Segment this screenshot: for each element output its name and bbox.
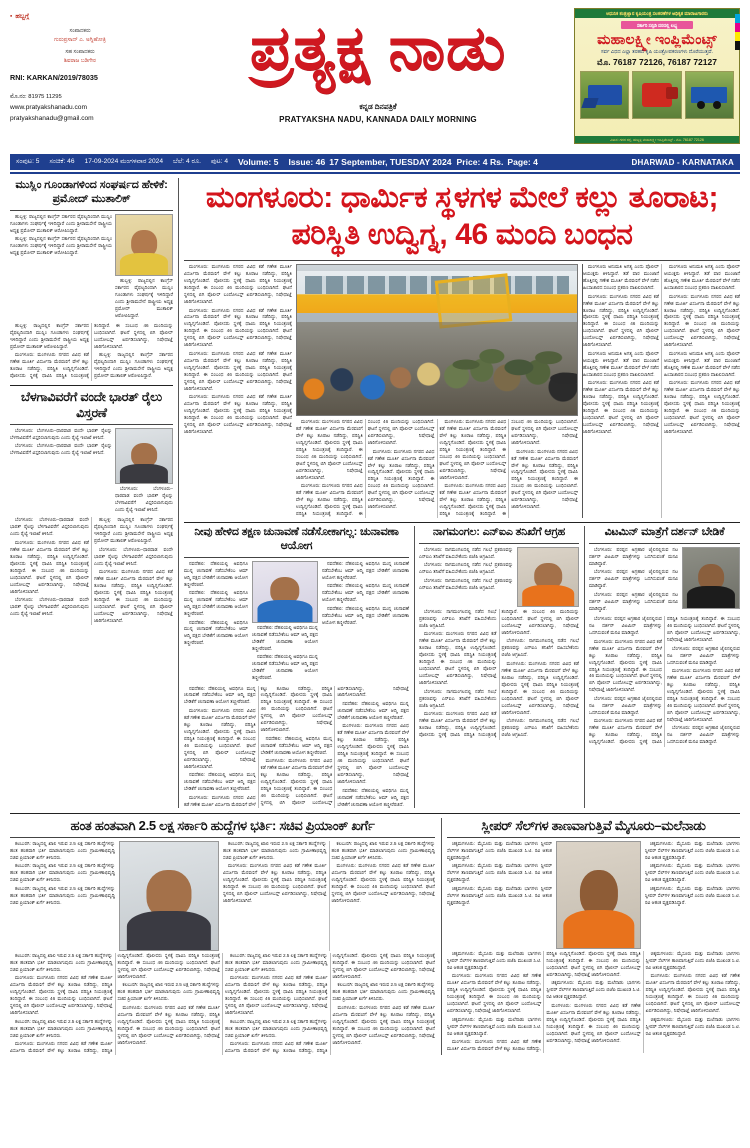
paragraph: ಕಲಬುರಗಿ: ರಾಜ್ಯದಲ್ಲಿ ಖಾಲಿ ಇರುವ 2.5 ಲಕ್ಷ ಸರ್ಕಾರಿ ಹುದ್ದೆಗಳನ್ನು ಹಂತ ಹಂತವಾಗಿ ಭರ್ತಿ ಮಾಡಲಾಗುವುದು ಎಂದು ಗ್ರಾಮೀಣಾಭಿವೃದ್ಧಿ ಸಚಿವ ಪ್ರಿಯಾಂಕ್ ಖರ್ಗೆ ತಿಳಿಸಿದರು. [10, 953, 113, 972]
ad-top-band-text: ಆಧುನಿಕ ತಂತ್ರಜ್ಞಾನ ಕೃಷಿಯಂತ್ರ ಸಲಕರಣೆಗಳ ಅಧಿಕೃತ ಮಾರಾಟಗಾರರು [575, 9, 739, 18]
bjp-leader-photo [517, 547, 579, 607]
publication-place: DHARWAD - KARNATAKA [631, 157, 734, 167]
masthead-center [182, 0, 574, 124]
paragraph: ನವದೆಹಲಿ: ದೆಹಲಿಯಲ್ಲಿ ಅವಧಿಗೂ ಮುನ್ನ ಚುನಾವಣೆ ನಡೆಸಬೇಕೆಂಬ ಆಮ್ ಆದ್ಮಿ ಪಕ್ಷದ ಬೇಡಿಕೆಗೆ ಚುನಾವಣಾ ಆಯೋಗ ತಣ್ಣೀರೆರಚಿದೆ. [184, 590, 248, 617]
paragraph: ಬೆಂಗಳೂರು: ಬೆಂಗಳೂರು–ಧಾರವಾಡ ವಂದೇ ಭಾರತ್ ರೈಲನ್ನು ಬೆಳಗಾವಿವರೆಗೆ ವಿಸ್ತರಿಸಲಾಗುವುದು ಎಂದು ರೈಲ್ವೆ ಇಲಾಖೆ ತಿಳಿಸಿದೆ. [10, 427, 112, 440]
lead-body-under-photo [296, 419, 578, 518]
divider [419, 543, 579, 544]
paragraph: ಮಂಗಳೂರು: ಮಂಗಳೂರು ನಗರದ ವಿವಿಧ ಕಡೆ ಗಣೇಶ ಮೂರ್ತಿ ವಿಸರ್ಜನಾ ಮೆರವಣಿಗೆ ವೇಳೆ ಕಲ್ಲು ತೂರಾಟ ನಡೆದಿದ್ದು, ಪರಿಸ್ಥಿತಿ ಉದ್ವಿಗ್ನಗೊಂಡಿದೆ. ಪೊಲೀಸರು ಸ್ಥಳಕ್ಕೆ ಧಾವಿಸಿ ಪರಿಸ್ಥಿತಿ ನಿಯಂತ್ರಣಕ್ಕೆ ತಂದಿದ್ದಾರೆ. ಈ ಸಂಬಂಧ 46 ಮಂದಿಯನ್ನು ಬಂಧಿಸಲಾಗಿದೆ. ಘಟನೆ ಸ್ಥಳದಲ್ಲಿ ಬಿಗಿ ಪೊಲೀಸ್ ಬಂದೋಬಸ್ತ್ ಏರ್ಪಡಿಸಲಾಗಿದ್ದು, ನಿಷೇಧಾಜ್ಞೆ ಜಾರಿಗೊಳಿಸಲಾಗಿದೆ. [225, 975, 328, 1016]
masthead-advertisement[interactable] [574, 8, 740, 144]
paragraph: ಮಂಗಳೂರು: ಮಂಗಳೂರು ನಗರದ ವಿವಿಧ ಕಡೆ ಗಣೇಶ ಮೂರ್ತಿ ವಿಸರ್ಜನಾ ಮೆರವಣಿಗೆ ವೇಳೆ ಕಲ್ಲು ತೂರಾಟ ನಡೆದಿದ್ದು, ಪರಿಸ್ಥಿತಿ ಉದ್ವಿಗ್ನಗೊಂಡಿದೆ. ಪೊಲೀಸರು ಸ್ಥಳಕ್ಕೆ ಧಾವಿಸಿ ಪರಿಸ್ಥಿತಿ ನಿಯಂತ್ರಣಕ್ಕೆ ತಂದಿದ್ದಾರೆ. ಈ ಸಂಬಂಧ 46 ಮಂದಿಯನ್ನು ಬಂಧಿಸಲಾಗಿದೆ. ಘಟನೆ ಸ್ಥಳದಲ್ಲಿ ಬಿಗಿ ಪೊಲೀಸ್ ಬಂದೋಬಸ್ತ್ ಏರ್ಪಡಿಸಲಾಗಿದ್ದು, ನಿಷೇಧಾಜ್ಞೆ ಜಾರಿಗೊಳಿಸಲಾಗಿದೆ. [447, 973, 542, 1014]
paragraph: ಮಂಗಳೂರು: ಮಂಗಳೂರು ನಗರದ ವಿವಿಧ ಕಡೆ ಗಣೇಶ ಮೂರ್ತಿ ವಿಸರ್ಜನಾ ಮೆರವಣಿಗೆ ವೇಳೆ ಕಲ್ಲು ತೂರಾಟ ನಡೆದಿದ್ದು, ಪರಿಸ್ಥಿತಿ ಉದ್ವಿಗ್ನಗೊಂಡಿದೆ. ಪೊಲೀಸರು ಸ್ಥಳಕ್ಕೆ ಧಾವಿಸಿ ಪರಿಸ್ಥಿತಿ ನಿಯಂತ್ರಣಕ್ಕೆ ತಂದಿದ್ದಾರೆ. ಈ ಸಂಬಂಧ 46 ಮಂದಿಯನ್ನು ಬಂಧಿಸಲಾಗಿದೆ. ಘಟನೆ ಸ್ಥಳದಲ್ಲಿ ಬಿಗಿ ಪೊಲೀಸ್ ಬಂದೋಬಸ್ತ್ ಏರ್ಪಡಿಸಲಾಗಿದ್ದು, ನಿಷೇಧಾಜ್ಞೆ ಜಾರಿಗೊಳಿಸಲಾಗಿದೆ. [10, 975, 113, 1016]
paragraph: ಬೆಂಗಳೂರು: ಬೆಂಗಳೂರು–ಧಾರವಾಡ ವಂದೇ ಭಾರತ್ ರೈಲನ್ನು ಬೆಳಗಾವಿವರೆಗೆ ವಿಸ್ತರಿಸಲಾಗುವುದು ಎಂದು ರೈಲ್ವೆ ಇಲಾಖೆ ತಿಳಿಸಿದೆ. [10, 443, 112, 456]
ad-product-photos [575, 71, 739, 119]
priyank-kharge-photo [119, 841, 219, 951]
paragraph: ಚಿಕ್ಕಮಗಳೂರು: ಮೈಸೂರು ಮತ್ತು ಮಲೆನಾಡು ಭಾಗಗಳು ಸ್ಲೀಪರ್ ಸೆಲ್‌ಗಳ ತಾಣವಾಗುತ್ತಿವೆ ಎಂದು ಬಿಜೆಪಿ ಮುಖಂಡ ಸಿ.ಟಿ. ರವಿ ಆತಂಕ ವ್ಯಕ್ತಪಡಿಸಿದ್ದಾರೆ. [645, 1016, 740, 1036]
paragraph: ಚಿಕ್ಕಮಗಳೂರು: ಮೈಸೂರು ಮತ್ತು ಮಲೆನಾಡು ಭಾಗಗಳು ಸ್ಲೀಪರ್ ಸೆಲ್‌ಗಳ ತಾಣವಾಗುತ್ತಿವೆ ಎಂದು ಬಿಜೆಪಿ ಮುಖಂಡ ಸಿ.ಟಿ. ರವಿ ಆತಂಕ ವ್ಯಕ್ತಪಡಿಸಿದ್ದಾರೆ. [645, 951, 740, 970]
paragraph: ಬೆಂಗಳೂರು: ಬೆಂಗಳೂರು–ಧಾರವಾಡ ವಂದೇ ಭಾರತ್ ರೈಲನ್ನು ಬೆಳಗಾವಿವರೆಗೆ ವಿಸ್ತರಿಸಲಾಗುವುದು ಎಂದು ರೈಲ್ವೆ ಇಲಾಖೆ ತಿಳಿಸಿದೆ. [10, 517, 89, 537]
story-bottom-left[interactable] [10, 818, 435, 1055]
paragraph: ಚಿಕ್ಕಮಗಳೂರು: ಮೈಸೂರು ಮತ್ತು ಮಲೆನಾಡು ಭಾಗಗಳು ಸ್ಲೀಪರ್ ಸೆಲ್‌ಗಳ ತಾಣವಾಗುತ್ತಿವೆ ಎಂದು ಬಿಜೆಪಿ ಮುಖಂಡ ಸಿ.ಟಿ. ರವಿ ಆತಂಕ ವ್ಯಕ್ತಪಡಿಸಿದ್ದಾರೆ. [447, 1016, 542, 1036]
story-left-bottom[interactable] [10, 389, 173, 625]
paragraph: ಹುಬ್ಬಳ್ಳಿ: ರಾಜ್ಯದಲ್ಲಿನ ಕಾಂಗ್ರೆಸ್ ಸರ್ಕಾರದ ವೈಫಲ್ಯದಿಂದಾಗಿ ಮುಸ್ಲಿಂ ಗೂಂಡಾಗಳು ಸಂಘರ್ಷಕ್ಕೆ ಇಳಿದಿದ್ದಾರೆ ಎಂದು ಶ್ರೀರಾಮಸೇನೆ ರಾಷ್ಟ್ರೀಯ ಅಧ್ಯಕ್ಷ ಪ್ರಮೋದ್ ಮುತಾಲಿಕ್ ಆರೋಪಿಸಿದ್ದಾರೆ. [94, 352, 173, 379]
mid-left-body-b [252, 625, 318, 682]
paragraph: ಮಂಗಳೂರು: ಮಂಗಳೂರು ನಗರದ ವಿವಿಧ ಕಡೆ ಗಣೇಶ ಮೂರ್ತಿ ವಿಸರ್ಜನಾ ಮೆರವಣಿಗೆ ವೇಳೆ ಕಲ್ಲು ತೂರಾಟ ನಡೆದಿದ್ದು, ಪರಿಸ್ಥಿತಿ ಉದ್ವಿಗ್ನಗೊಂಡಿದೆ. ಪೊಲೀಸರು ಸ್ಥಳಕ್ಕೆ ಧಾವಿಸಿ ಪರಿಸ್ಥಿತಿ ನಿಯಂತ್ರಣಕ್ಕೆ ತಂದಿದ್ದಾರೆ. ಈ ಸಂಬಂಧ 46 ಮಂದಿಯನ್ನು ಬಂಧಿಸಲಾಗಿದೆ. ಘಟನೆ ಸ್ಥಳದಲ್ಲಿ ಬಿಗಿ ಪೊಲೀಸ್ ಬಂದೋಬಸ್ತ್ ಏರ್ಪಡಿಸಲಾಗಿದ್ದು, ನಿಷೇಧಾಜ್ಞೆ ಜಾರಿಗೊಳಿಸಲಾಗಿದೆ. [546, 1002, 641, 1043]
paragraph: ಕಲಬುರಗಿ: ರಾಜ್ಯದಲ್ಲಿ ಖಾಲಿ ಇರುವ 2.5 ಲಕ್ಷ ಸರ್ಕಾರಿ ಹುದ್ದೆಗಳನ್ನು ಹಂತ ಹಂತವಾಗಿ ಭರ್ತಿ ಮಾಡಲಾಗುವುದು ಎಂದು ಗ್ರಾಮೀಣಾಭಿವೃದ್ಧಿ ಸಚಿವ ಪ್ರಿಯಾಂಕ್ ಖರ್ಗೆ ತಿಳಿಸಿದರು. [117, 982, 220, 1002]
paragraph: ಮಂಗಳೂರು: ಮಂಗಳೂರು ನಗರದ ವಿವಿಧ ಕಡೆ ಗಣೇಶ ಮೂರ್ತಿ ವಿಸರ್ಜನಾ ಮೆರವಣಿಗೆ ವೇಳೆ ಕಲ್ಲು ತೂರಾಟ ನಡೆದಿದ್ದು, ಪರಿಸ್ಥಿತಿ ಉದ್ವಿಗ್ನಗೊಂಡಿದೆ. ಪೊಲೀಸರು ಸ್ಥಳಕ್ಕೆ ಧಾವಿಸಿ ಪರಿಸ್ಥಿತಿ ನಿಯಂತ್ರಣಕ್ಕೆ ತಂದಿದ್ದಾರೆ. ಈ ಸಂಬಂಧ 46 ಮಂದಿಯನ್ನು ಬಂಧಿಸಲಾಗಿದೆ. ಘಟನೆ ಸ್ಥಳದಲ್ಲಿ ಬಿಗಿ ಪೊಲೀಸ್ ಬಂದೋಬಸ್ತ್ ಏರ್ಪಡಿಸಲಾಗಿದ್ದು, ನಿಷೇಧಾಜ್ಞೆ ಜಾರಿಗೊಳಿಸಲಾಗಿದೆ. [583, 380, 659, 434]
left-top-body-a [10, 214, 112, 321]
rotavator-product-photo [632, 71, 681, 119]
paragraph: ಚಿಕ್ಕಮಗಳೂರು: ಮೈಸೂರು ಮತ್ತು ಮಲೆನಾಡು ಭಾಗಗಳು ಸ್ಲೀಪರ್ ಸೆಲ್‌ಗಳ ತಾಣವಾಗುತ್ತಿವೆ ಎಂದು ಬಿಜೆಪಿ ಮುಖಂಡ ಸಿ.ಟಿ. ರವಿ ಆತಂಕ ವ್ಯಕ್ತಪಡಿಸಿದ್ದಾರೆ. [447, 841, 552, 860]
paragraph: ನವದೆಹಲಿ: ದೆಹಲಿಯಲ್ಲಿ ಅವಧಿಗೂ ಮುನ್ನ ಚುನಾವಣೆ ನಡೆಸಬೇಕೆಂಬ ಆಮ್ ಆದ್ಮಿ ಪಕ್ಷದ ಬೇಡಿಕೆಗೆ ಚುನಾವಣಾ ಆಯೋಗ ತಣ್ಣೀರೆರಚಿದೆ. [337, 700, 409, 720]
left-bottom-headline: ಬೆಳಗಾವಿವರೆಗೆ ವಂದೇ ಭಾರತ್ ರೈಲು ವಿಸ್ತರಣೆ [21, 389, 162, 420]
left-bottom-body-b [115, 486, 173, 514]
en-price: Price: 4 Rs. [456, 157, 504, 167]
paragraph: ಕಲಬುರಗಿ: ರಾಜ್ಯದಲ್ಲಿ ಖಾಲಿ ಇರುವ 2.5 ಲಕ್ಷ ಸರ್ಕಾರಿ ಹುದ್ದೆಗಳನ್ನು ಹಂತ ಹಂತವಾಗಿ ಭರ್ತಿ ಮಾಡಲಾಗುವುದು ಎಂದು ಗ್ರಾಮೀಣಾಭಿವೃದ್ಧಿ ಸಚಿವ ಪ್ರಿಯಾಂಕ್ ಖರ್ಗೆ ತಿಳಿಸಿದರು. [225, 953, 328, 972]
paragraph: ಮಂಗಳೂರು: ಮಂಗಳೂರು ನಗರದ ವಿವಿಧ ಕಡೆ ಗಣೇಶ ಮೂರ್ತಿ ವಿಸರ್ಜನಾ ಮೆರವಣಿಗೆ ವೇಳೆ ಕಲ್ಲು ತೂರಾಟ ನಡೆದಿದ್ದು, ಪರಿಸ್ಥಿತಿ ಉದ್ವಿಗ್ನಗೊಂಡಿದೆ. ಪೊಲೀಸರು ಸ್ಥಳಕ್ಕೆ ಧಾವಿಸಿ ಪರಿಸ್ಥಿತಿ ನಿಯಂತ್ರಣಕ್ಕೆ ತಂದಿದ್ದಾರೆ. ಈ ಸಂಬಂಧ 46 ಮಂದಿಯನ್ನು ಬಂಧಿಸಲಾಗಿದೆ. ಘಟನೆ ಸ್ಥಳದಲ್ಲಿ ಬಿಗಿ ಪೊಲೀಸ್ ಬಂದೋಬಸ್ತ್ ಏರ್ಪಡಿಸಲಾಗಿದ್ದು, ನಿಷೇಧಾಜ್ಞೆ ಜಾರಿಗೊಳಿಸಲಾಗಿದೆ. [296, 419, 363, 480]
kn-issue: ಸಂಚಿಕೆ: 46 [49, 158, 75, 165]
editor-name: ಗುರುಪ್ರಸಾದ್ ಎ. ಅಗ್ನಿಹೋತ್ರಿ [54, 37, 106, 44]
paragraph: ನವದೆಹಲಿ: ದೆಹಲಿಯಲ್ಲಿ ಅವಧಿಗೂ ಮುನ್ನ ಚುನಾವಣೆ ನಡೆಸಬೇಕೆಂಬ ಆಮ್ ಆದ್ಮಿ ಪಕ್ಷದ ಬೇಡಿಕೆಗೆ ಚುನಾವಣಾ ಆಯೋಗ ತಣ್ಣೀರೆರಚಿದೆ. [184, 685, 256, 705]
paragraph: ಬೆಂಗಳೂರು: ಪರಪ್ಪನ ಅಗ್ರಹಾರ ಜೈಲಿನಲ್ಲಿರುವ ನಟ ದರ್ಶನ್ ವಿಟಮಿನ್ ಮಾತ್ರೆಗಳನ್ನು ಒದಗಿಸುವಂತೆ ಮನವಿ ಮಾಡಿದ್ದಾರೆ. [667, 725, 740, 745]
left-top-body-b [115, 278, 173, 320]
bottom-left-body-a [10, 841, 115, 951]
plough-product-photo [580, 71, 629, 119]
story-mid-center[interactable] [414, 526, 579, 808]
bottom-left-body-b [223, 841, 435, 951]
contact-website[interactable]: www.pratyakshanadu.com [10, 103, 87, 111]
mid-left-body-a [184, 561, 248, 684]
paragraph: ಬೆಂಗಳೂರು: ನಾಗಮಂಗಲದಲ್ಲಿ ನಡೆದ ಗಲಭೆ ಪ್ರಕರಣವನ್ನು ಎನ್ಐಎ ತನಿಖೆಗೆ ವಹಿಸಬೇಕೆಂದು ಬಿಜೆಪಿ ಆಗ್ರಹಿಸಿದೆ. [419, 688, 497, 708]
sub-editor-name: ಶಿವರಾಜ ಬಡಿಗೇರ [63, 58, 97, 65]
paragraph: ಚಿಕ್ಕಮಗಳೂರು: ಮೈಸೂರು ಮತ್ತು ಮಲೆನಾಡು ಭಾಗಗಳು ಸ್ಲೀಪರ್ ಸೆಲ್‌ಗಳ ತಾಣವಾಗುತ್ತಿವೆ ಎಂದು ಬಿಜೆಪಿ ಮುಖಂಡ ಸಿ.ಟಿ. ರವಿ ಆತಂಕ ವ್ಯಕ್ತಪಡಿಸಿದ್ದಾರೆ. [546, 980, 641, 1000]
left-bottom-body-c [10, 517, 173, 625]
en-issue: Issue: 46 [288, 157, 326, 167]
darshan-actor-photo [682, 547, 740, 609]
paragraph: ಬೆಂಗಳೂರು: ಬೆಂಗಳೂರು–ಧಾರವಾಡ ವಂದೇ ಭಾರತ್ ರೈಲನ್ನು ಬೆಳಗಾವಿವರೆಗೆ ವಿಸ್ತರಿಸಲಾಗುವುದು ಎಂದು ರೈಲ್ವೆ ಇಲಾಖೆ ತಿಳಿಸಿದೆ. [10, 597, 89, 616]
paragraph: ಬೆಂಗಳೂರು: ನಾಗಮಂಗಲದಲ್ಲಿ ನಡೆದ ಗಲಭೆ ಪ್ರಕರಣವನ್ನು ಎನ್ಐಎ ತನಿಖೆಗೆ ವಹಿಸಬೇಕೆಂದು ಬಿಜೆಪಿ ಆಗ್ರಹಿಸಿದೆ. [501, 718, 579, 737]
mid-right-body-b [589, 616, 740, 747]
divider [10, 210, 173, 211]
bottom-right-body-a [447, 841, 552, 949]
arvind-kejriwal-photo [252, 561, 318, 623]
protest-police-clash-photo [296, 264, 578, 416]
pramod-muthalik-photo [115, 214, 173, 276]
paragraph: ಮಂಗಳೂರು: ಮಂಗಳೂರು ನಗರದ ವಿವಿಧ ಕಡೆ ಗಣೇಶ ಮೂರ್ತಿ ವಿಸರ್ಜನಾ ಮೆರವಣಿಗೆ ವೇಳೆ ಕಲ್ಲು ತೂರಾಟ ನಡೆದಿದ್ದು, ಪರಿಸ್ಥಿತಿ ಉದ್ವಿಗ್ನಗೊಂಡಿದೆ. ಪೊಲೀಸರು ಸ್ಥಳಕ್ಕೆ ಧಾವಿಸಿ ಪರಿಸ್ಥಿತಿ ನಿಯಂತ್ರಣಕ್ಕೆ ತಂದಿದ್ದಾರೆ. ಈ ಸಂಬಂಧ 46 ಮಂದಿಯನ್ನು ಬಂಧಿಸಲಾಗಿದೆ. ಘಟನೆ ಸ್ಥಳದಲ್ಲಿ ಬಿಗಿ ಪೊಲೀಸ್ ಬಂದೋಬಸ್ತ್ ಏರ್ಪಡಿಸಲಾಗಿದ್ದು, ನಿಷೇಧಾಜ್ಞೆ ಜಾರಿಗೊಳಿಸಲಾಗಿದೆ. [439, 419, 578, 517]
paragraph: ಚಿಕ್ಕಮಗಳೂರು: ಮೈಸೂರು ಮತ್ತು ಮಲೆನಾಡು ಭಾಗಗಳು ಸ್ಲೀಪರ್ ಸೆಲ್‌ಗಳ ತಾಣವಾಗುತ್ತಿವೆ ಎಂದು ಬಿಜೆಪಿ ಮುಖಂಡ ಸಿ.ಟಿ. ರವಿ ಆತಂಕ ವ್ಯಕ್ತಪಡಿಸಿದ್ದಾರೆ. [447, 863, 552, 883]
paragraph: ಕಲಬುರಗಿ: ರಾಜ್ಯದಲ್ಲಿ ಖಾಲಿ ಇರುವ 2.5 ಲಕ್ಷ ಸರ್ಕಾರಿ ಹುದ್ದೆಗಳನ್ನು ಹಂತ ಹಂತವಾಗಿ ಭರ್ತಿ ಮಾಡಲಾಗುವುದು ಎಂದು ಗ್ರಾಮೀಣಾಭಿವೃದ್ಧಿ ಸಚಿವ ಪ್ರಿಯಾಂಕ್ ಖರ್ಗೆ ತಿಳಿಸಿದರು. [10, 863, 115, 883]
paragraph: ಮಂಗಳೂರು: ಮಂಗಳೂರು ನಗರದ ವಿವಿಧ ಕಡೆ ಗಣೇಶ ಮೂರ್ತಿ ವಿಸರ್ಜನಾ ಮೆರವಣಿಗೆ ವೇಳೆ ಕಲ್ಲು ತೂರಾಟ ನಡೆದಿದ್ದು, ಪರಿಸ್ಥಿತಿ ಉದ್ವಿಗ್ನಗೊಂಡಿದೆ. ಪೊಲೀಸರು ಸ್ಥಳಕ್ಕೆ ಧಾವಿಸಿ ಪರಿಸ್ಥಿತಿ ನಿಯಂತ್ರಣಕ್ಕೆ ತಂದಿದ್ದಾರೆ. ಈ ಸಂಬಂಧ 46 ಮಂದಿಯನ್ನು ಬಂಧಿಸಲಾಗಿದೆ. ಘಟನೆ ಸ್ಥಳದಲ್ಲಿ ಬಿಗಿ ಪೊಲೀಸ್ ಬಂದೋಬಸ್ತ್ ಏರ್ಪಡಿಸಲಾಗಿದ್ದು, ನಿಷೇಧಾಜ್ಞೆ ಜಾರಿಗೊಳಿಸಲಾಗಿದೆ. [10, 953, 220, 1054]
paragraph: ಹುಬ್ಬಳ್ಳಿ: ರಾಜ್ಯದಲ್ಲಿನ ಕಾಂಗ್ರೆಸ್ ಸರ್ಕಾರದ ವೈಫಲ್ಯದಿಂದಾಗಿ ಮುಸ್ಲಿಂ ಗೂಂಡಾಗಳು ಸಂಘರ್ಷಕ್ಕೆ ಇಳಿದಿದ್ದಾರೆ ಎಂದು ಶ್ರೀರಾಮಸೇನೆ ರಾಷ್ಟ್ರೀಯ ಅಧ್ಯಕ್ಷ ಪ್ರಮೋದ್ ಮುತಾಲಿಕ್ ಆರೋಪಿಸಿದ್ದಾರೆ. [115, 277, 173, 318]
paragraph: ಕಲಬುರಗಿ: ರಾಜ್ಯದಲ್ಲಿ ಖಾಲಿ ಇರುವ 2.5 ಲಕ್ಷ ಸರ್ಕಾರಿ ಹುದ್ದೆಗಳನ್ನು ಹಂತ ಹಂತವಾಗಿ ಭರ್ತಿ ಮಾಡಲಾಗುವುದು ಎಂದು ಗ್ರಾಮೀಣಾಭಿವೃದ್ಧಿ ಸಚಿವ ಪ್ರಿಯಾಂಕ್ ಖರ್ಗೆ ತಿಳಿಸಿದರು. [332, 982, 435, 1002]
kn-date: 17-09-2024 ಮಂಗಳವಾರ 2024 [84, 158, 163, 165]
paragraph: ಮಂಗಳೂರು: ಮಂಗಳೂರು ನಗರದ ವಿವಿಧ ಕಡೆ ಗಣೇಶ ಮೂರ್ತಿ ವಿಸರ್ಜನಾ ಮೆರವಣಿಗೆ ವೇಳೆ ಕಲ್ಲು ತೂರಾಟ ನಡೆದಿದ್ದು, ಪರಿಸ್ಥಿತಿ ಉದ್ವಿಗ್ನಗೊಂಡಿದೆ. ಪೊಲೀಸರು ಸ್ಥಳಕ್ಕೆ ಧಾವಿಸಿ ಪರಿಸ್ಥಿತಿ ನಿಯಂತ್ರಣಕ್ಕೆ ತಂದಿದ್ದಾರೆ. ಈ ಸಂಬಂಧ 46 ಮಂದಿಯನ್ನು ಬಂಧಿಸಲಾಗಿದೆ. ಘಟನೆ ಸ್ಥಳದಲ್ಲಿ ಬಿಗಿ ಪೊಲೀಸ್ ಬಂದೋಬಸ್ತ್ ಏರ್ಪಡಿಸಲಾಗಿದ್ದು, ನಿಷೇಧಾಜ್ಞೆ ಜಾರಿಗೊಳಿಸಲಾಗಿದೆ. [332, 1004, 435, 1045]
ad-company-name: ಮಹಾಲಕ್ಷ್ಮೀ ಇಂಪ್ಲಿಮೆಂಟ್ಸ್ [597, 31, 717, 47]
left-top-headline: ಮುಸ್ಲಿಂ ಗೂಂಡಾಗಳಿಂದ ಸಂಘರ್ಷದ ಹೇಳಿಕೆ: ಪ್ರಮೋದ್ ಮುತಾಲಿಕ್ [15, 179, 168, 206]
paragraph: ನವದೆಹಲಿ: ದೆಹಲಿಯಲ್ಲಿ ಅವಧಿಗೂ ಮುನ್ನ ಚುನಾವಣೆ ನಡೆಸಬೇಕೆಂಬ ಆಮ್ ಆದ್ಮಿ ಪಕ್ಷದ ಬೇಡಿಕೆಗೆ ಚುನಾವಣಾ ಆಯೋಗ ತಣ್ಣೀರೆರಚಿದೆ. [184, 772, 256, 792]
kn-volume: ಸಂಪುಟ: 5 [16, 158, 40, 165]
divider [447, 837, 740, 838]
paragraph: ಹುಬ್ಬಳ್ಳಿ: ರಾಜ್ಯದಲ್ಲಿನ ಕಾಂಗ್ರೆಸ್ ಸರ್ಕಾರದ ವೈಫಲ್ಯದಿಂದಾಗಿ ಮುಸ್ಲಿಂ ಗೂಂಡಾಗಳು ಸಂಘರ್ಷಕ್ಕೆ ಇಳಿದಿದ್ದಾರೆ ಎಂದು ಶ್ರೀರಾಮಸೇನೆ ರಾಷ್ಟ್ರೀಯ ಅಧ್ಯಕ್ಷ ಪ್ರಮೋದ್ ಮುತಾಲಿಕ್ ಆರೋಪಿಸಿದ್ದಾರೆ. [94, 517, 173, 544]
lead-body-left [184, 264, 292, 518]
bottom-band-separator [10, 813, 740, 814]
bottom-left-headline: ಹಂತ ಹಂತವಾಗಿ 2.5 ಲಕ್ಷ ಸರ್ಕಾರಿ ಹುದ್ದೆಗಳ ಭರ್ತಿ: ಸಚಿವ ಪ್ರಿಯಾಂಕ್ ಖರ್ಗೆ [70, 818, 375, 834]
paragraph: ಬೆಂಗಳೂರು: ನಾಗಮಂಗಲದಲ್ಲಿ ನಡೆದ ಗಲಭೆ ಪ್ರಕರಣವನ್ನು ಎನ್ಐಎ ತನಿಖೆಗೆ ವಹಿಸಬೇಕೆಂದು ಬಿಜೆಪಿ ಆಗ್ರಹಿಸಿದೆ. [419, 577, 513, 590]
paragraph: ಬೆಂಗಳೂರು: ನಾಗಮಂಗಲದಲ್ಲಿ ನಡೆದ ಗಲಭೆ ಪ್ರಕರಣವನ್ನು ಎನ್ಐಎ ತನಿಖೆಗೆ ವಹಿಸಬೇಕೆಂದು ಬಿಜೆಪಿ ಆಗ್ರಹಿಸಿದೆ. [419, 547, 513, 559]
header-rule [10, 172, 740, 175]
mid-right-headline: ವಿಟಮಿನ್ ಮಾತ್ರೆಗೆ ದರ್ಶನ್ ಬೇಡಿಕೆ [604, 526, 725, 539]
en-page: Page: 4 [507, 157, 538, 167]
paragraph: ಹುಬ್ಬಳ್ಳಿ: ರಾಜ್ಯದಲ್ಲಿನ ಕಾಂಗ್ರೆಸ್ ಸರ್ಕಾರದ ವೈಫಲ್ಯದಿಂದಾಗಿ ಮುಸ್ಲಿಂ ಗೂಂಡಾಗಳು ಸಂಘರ್ಷಕ್ಕೆ ಇಳಿದಿದ್ದಾರೆ ಎಂದು ಶ್ರೀರಾಮಸೇನೆ ರಾಷ್ಟ್ರೀಯ ಅಧ್ಯಕ್ಷ ಪ್ರಮೋದ್ ಮುತಾಲಿಕ್ ಆರೋಪಿಸಿದ್ದಾರೆ. [10, 236, 112, 255]
story-lead[interactable] [184, 178, 740, 518]
paragraph: ಬೆಂಗಳೂರು: ಬೆಂಗಳೂರು–ಧಾರವಾಡ ವಂದೇ ಭಾರತ್ ರೈಲನ್ನು ಬೆಳಗಾವಿವರೆಗೆ ವಿಸ್ತರಿಸಲಾಗುವುದು ಎಂದು ರೈಲ್ವೆ ಇಲಾಖೆ ತಿಳಿಸಿದೆ. [115, 485, 173, 512]
paragraph: ಮಂಗಳೂರು: ಮಂಗಳೂರು ನಗರದ ವಿವಿಧ ಕಡೆ ಗಣೇಶ ಮೂರ್ತಿ ವಿಸರ್ಜನಾ ಮೆರವಣಿಗೆ ವೇಳೆ ಕಲ್ಲು ತೂರಾಟ ನಡೆದಿದ್ದು, ಪರಿಸ್ಥಿತಿ ಉದ್ವಿಗ್ನಗೊಂಡಿದೆ. ಪೊಲೀಸರು ಸ್ಥಳಕ್ಕೆ ಧಾವಿಸಿ ಪರಿಸ್ಥಿತಿ ನಿಯಂತ್ರಣಕ್ಕೆ ತಂದಿದ್ದಾರೆ. ಈ ಸಂಬಂಧ 46 ಮಂದಿಯನ್ನು ಬಂಧಿಸಲಾಗಿದೆ. ಘಟನೆ ಸ್ಥಳದಲ್ಲಿ ಬಿಗಿ ಪೊಲೀಸ್ ಬಂದೋಬಸ್ತ್ ಏರ್ಪಡಿಸಲಾಗಿದ್ದು, ನಿಷೇಧಾಜ್ಞೆ ಜಾರಿಗೊಳಿಸಲಾಗಿದೆ. [331, 863, 435, 904]
bottom-stories-row [10, 818, 740, 1055]
mid-left-body-c [322, 561, 409, 684]
masthead-left-info [10, 0, 182, 125]
kn-price: ಬೆಲೆ: 4 ರೂ. [172, 158, 201, 165]
paragraph: ಬೆಂಗಳೂರು: ನಾಗಮಂಗಲದಲ್ಲಿ ನಡೆದ ಗಲಭೆ ಪ್ರಕರಣವನ್ನು ಎನ್ಐಎ ತನಿಖೆಗೆ ವಹಿಸಬೇಕೆಂದು ಬಿಜೆಪಿ ಆಗ್ರಹಿಸಿದೆ. [419, 609, 497, 628]
paragraph: ಮಂಗಳೂರು: ಮಂಗಳೂರು ನಗರದ ವಿವಿಧ ಕಡೆ ಗಣೇಶ ಮೂರ್ತಿ ವಿಸರ್ಜನಾ ಮೆರವಣಿಗೆ ವೇಳೆ ಕಲ್ಲು ತೂರಾಟ ನಡೆದಿದ್ದು, ಪರಿಸ್ಥಿತಿ ಉದ್ವಿಗ್ನಗೊಂಡಿದೆ. ಪೊಲೀಸರು ಸ್ಥಳಕ್ಕೆ ಧಾವಿಸಿ ಪರಿಸ್ಥಿತಿ ನಿಯಂತ್ರಣಕ್ಕೆ ತಂದಿದ್ದಾರೆ. ಈ ಸಂಬಂಧ 46 ಮಂದಿಯನ್ನು ಬಂಧಿಸಲಾಗಿದೆ. ಘಟನೆ ಸ್ಥಳದಲ್ಲಿ ಬಿಗಿ ಪೊಲೀಸ್ ಬಂದೋಬಸ್ತ್ ಏರ್ಪಡಿಸಲಾಗಿದ್ದು, ನಿಷೇಧಾಜ್ಞೆ ಜಾರಿಗೊಳಿಸಲಾಗಿದೆ. [419, 631, 497, 686]
mid-center-body-a [419, 547, 513, 607]
paragraph: ಚಿಕ್ಕಮಗಳೂರು: ಮೈಸೂರು ಮತ್ತು ಮಲೆನಾಡು ಭಾಗಗಳು ಸ್ಲೀಪರ್ ಸೆಲ್‌ಗಳ ತಾಣವಾಗುತ್ತಿವೆ ಎಂದು ಬಿಜೆಪಿ ಮುಖಂಡ ಸಿ.ಟಿ. ರವಿ ಆತಂಕ ವ್ಯಕ್ತಪಡಿಸಿದ್ದಾರೆ. [447, 951, 542, 970]
paragraph: ಬೆಂಗಳೂರು: ಪರಪ್ಪನ ಅಗ್ರಹಾರ ಜೈಲಿನಲ್ಲಿರುವ ನಟ ದರ್ಶನ್ ವಿಟಮಿನ್ ಮಾತ್ರೆಗಳನ್ನು ಒದಗಿಸುವಂತೆ ಮನವಿ ಮಾಡಿದ್ದಾರೆ. [667, 645, 740, 665]
left-top-body-c [10, 323, 173, 381]
divider [10, 837, 435, 838]
trailer-product-photo [685, 71, 734, 119]
issue-info-bar [10, 154, 740, 170]
paragraph: ಚಿಕ್ಕಮಗಳೂರು: ಮೈಸೂರು ಮತ್ತು ಮಲೆನಾಡು ಭಾಗಗಳು ಸ್ಲೀಪರ್ ಸೆಲ್‌ಗಳ ತಾಣವಾಗುತ್ತಿವೆ ಎಂದು ಬಿಜೆಪಿ ಮುಖಂಡ ಸಿ.ಟಿ. ರವಿ ಆತಂಕ ವ್ಯಕ್ತಪಡಿಸಿದ್ದಾರೆ. [645, 841, 740, 860]
divider [184, 522, 740, 523]
paragraph: ಮಂಗಳೂರು ಅನುಮತಿ ಅಗತ್ಯ ಎಂದು ಪೊಲೀಸ್ ಆಯುಕ್ತರು ತಿಳಿಸಿದ್ದಾರೆ. ತಡೆ ವಾರ ಮುಂಜಾನೆ ಹೊತ್ತಿನಲ್ಲಿ ಗಣೇಶ ಮೂರ್ತಿ ಮೆರವಣಿಗೆ ವೇಳೆ ನಡೆದ ಹಿಂಸಾಚಾರದ ಸಂಬಂಧ ಪ್ರಕರಣ ದಾಖಲಿಸಲಾಗಿದೆ. [664, 264, 740, 291]
left-bottom-body-a [10, 428, 112, 515]
paragraph: ಹುಬ್ಬಳ್ಳಿ: ರಾಜ್ಯದಲ್ಲಿನ ಕಾಂಗ್ರೆಸ್ ಸರ್ಕಾರದ ವೈಫಲ್ಯದಿಂದಾಗಿ ಮುಸ್ಲಿಂ ಗೂಂಡಾಗಳು ಸಂಘರ್ಷಕ್ಕೆ ಇಳಿದಿದ್ದಾರೆ ಎಂದು ಶ್ರೀರಾಮಸೇನೆ ರಾಷ್ಟ್ರೀಯ ಅಧ್ಯಕ್ಷ ಪ್ರಮೋದ್ ಮುತಾಲಿಕ್ ಆರೋಪಿಸಿದ್ದಾರೆ. [10, 213, 112, 233]
paragraph: ನವದೆಹಲಿ: ದೆಹಲಿಯಲ್ಲಿ ಅವಧಿಗೂ ಮುನ್ನ ಚುನಾವಣೆ ನಡೆಸಬೇಕೆಂಬ ಆಮ್ ಆದ್ಮಿ ಪಕ್ಷದ ಬೇಡಿಕೆಗೆ ಚುನಾವಣಾ ಆಯೋಗ ತಣ್ಣೀರೆರಚಿದೆ. [322, 583, 409, 603]
paragraph: ನವದೆಹಲಿ: ದೆಹಲಿಯಲ್ಲಿ ಅವಧಿಗೂ ಮುನ್ನ ಚುನಾವಣೆ ನಡೆಸಬೇಕೆಂಬ ಆಮ್ ಆದ್ಮಿ ಪಕ್ಷದ ಬೇಡಿಕೆಗೆ ಚುನಾವಣಾ ಆಯೋಗ ತಣ್ಣೀರೆರಚಿದೆ. [252, 624, 318, 651]
paragraph: ಬೆಂಗಳೂರು: ಪರಪ್ಪನ ಅಗ್ರಹಾರ ಜೈಲಿನಲ್ಲಿರುವ ನಟ ದರ್ಶನ್ ವಿಟಮಿನ್ ಮಾತ್ರೆಗಳನ್ನು ಒದಗಿಸುವಂತೆ ಮನವಿ ಮಾಡಿದ್ದಾರೆ. [589, 547, 678, 566]
paragraph: ನವದೆಹಲಿ: ದೆಹಲಿಯಲ್ಲಿ ಅವಧಿಗೂ ಮುನ್ನ ಚುನಾವಣೆ ನಡೆಸಬೇಕೆಂಬ ಆಮ್ ಆದ್ಮಿ ಪಕ್ಷದ ಬೇಡಿಕೆಗೆ ಚುನಾವಣಾ ಆಯೋಗ ತಣ್ಣೀರೆರಚಿದೆ. [184, 560, 248, 587]
story-mid-right[interactable] [584, 526, 740, 808]
paragraph: ಬೆಂಗಳೂರು: ಬೆಂಗಳೂರು–ಧಾರವಾಡ ವಂದೇ ಭಾರತ್ ರೈಲನ್ನು ಬೆಳಗಾವಿವರೆಗೆ ವಿಸ್ತರಿಸಲಾಗುವುದು ಎಂದು ರೈಲ್ವೆ ಇಲಾಖೆ ತಿಳಿಸಿದೆ. [94, 546, 173, 566]
paragraph: ಮಂಗಳೂರು: ಮಂಗಳೂರು ನಗರದ ವಿವಿಧ ಕಡೆ ಗಣೇಶ ಮೂರ್ತಿ ವಿಸರ್ಜನಾ ಮೆರವಣಿಗೆ ವೇಳೆ ಕಲ್ಲು ತೂರಾಟ ನಡೆದಿದ್ದು, ಪರಿಸ್ಥಿತಿ ಉದ್ವಿಗ್ನಗೊಂಡಿದೆ. ಪೊಲೀಸರು ಸ್ಥಳಕ್ಕೆ ಧಾವಿಸಿ ಪರಿಸ್ಥಿತಿ ನಿಯಂತ್ರಣಕ್ಕೆ ತಂದಿದ್ದಾರೆ. ಈ ಸಂಬಂಧ 46 ಮಂದಿಯನ್ನು ಬಂಧಿಸಲಾಗಿದೆ. ಘಟನೆ ಸ್ಥಳದಲ್ಲಿ ಬಿಗಿ ಪೊಲೀಸ್ ಬಂದೋಬಸ್ತ್ ಏರ್ಪಡಿಸಲಾಗಿದ್ದು, ನಿಷೇಧಾಜ್ಞೆ ಜಾರಿಗೊಳಿಸಲಾಗಿದೆ. [664, 293, 740, 348]
paragraph: ಕಲಬುರಗಿ: ರಾಜ್ಯದಲ್ಲಿ ಖಾಲಿ ಇರುವ 2.5 ಲಕ್ಷ ಸರ್ಕಾರಿ ಹುದ್ದೆಗಳನ್ನು ಹಂತ ಹಂತವಾಗಿ ಭರ್ತಿ ಮಾಡಲಾಗುವುದು ಎಂದು ಗ್ರಾಮೀಣಾಭಿವೃದ್ಧಿ ಸಚಿವ ಪ್ರಿಯಾಂಕ್ ಖರ್ಗೆ ತಿಳಿಸಿದರು. [225, 1018, 328, 1038]
en-date: 17 September, TUESDAY 2024 [329, 157, 452, 167]
paragraph: ಮಂಗಳೂರು: ಮಂಗಳೂರು ನಗರದ ವಿವಿಧ ಕಡೆ ಗಣೇಶ ಮೂರ್ತಿ ವಿಸರ್ಜನಾ ಮೆರವಣಿಗೆ ವೇಳೆ ಕಲ್ಲು ತೂರಾಟ ನಡೆದಿದ್ದು, ಪರಿಸ್ಥಿತಿ ಉದ್ವಿಗ್ನಗೊಂಡಿದೆ. ಪೊಲೀಸರು ಸ್ಥಳಕ್ಕೆ ಧಾವಿಸಿ ಪರಿಸ್ಥಿತಿ ನಿಯಂತ್ರಣಕ್ಕೆ ತಂದಿದ್ದಾರೆ. ಈ ಸಂಬಂಧ 46 ಮಂದಿಯನ್ನು ಬಂಧಿಸಲಾಗಿದೆ. ಘಟನೆ ಸ್ಥಳದಲ್ಲಿ ಬಿಗಿ ಪೊಲೀಸ್ ಬಂದೋಬಸ್ತ್ ಏರ್ಪಡಿಸಲಾಗಿದ್ದು, ನಿಷೇಧಾಜ್ಞೆ ಜಾರಿಗೊಳಿಸಲಾಗಿದೆ. [184, 350, 292, 391]
mid-left-body-d [184, 686, 409, 809]
paragraph: ಚಿಕ್ಕಮಗಳೂರು: ಮೈಸೂರು ಮತ್ತು ಮಲೆನಾಡು ಭಾಗಗಳು ಸ್ಲೀಪರ್ ಸೆಲ್‌ಗಳ ತಾಣವಾಗುತ್ತಿವೆ ಎಂದು ಬಿಜೆಪಿ ಮುಖಂಡ ಸಿ.ಟಿ. ರವಿ ಆತಂಕ ವ್ಯಕ್ತಪಡಿಸಿದ್ದಾರೆ. [645, 885, 740, 905]
paragraph: ಮಂಗಳೂರು: ಮಂಗಳೂರು ನಗರದ ವಿವಿಧ ಕಡೆ ಗಣೇಶ ಮೂರ್ತಿ ವಿಸರ್ಜನಾ ಮೆರವಣಿಗೆ ವೇಳೆ ಕಲ್ಲು ತೂರಾಟ ನಡೆದಿದ್ದು, ಪರಿಸ್ಥಿತಿ ಉದ್ವಿಗ್ನಗೊಂಡಿದೆ. ಪೊಲೀಸರು ಸ್ಥಳಕ್ಕೆ ಧಾವಿಸಿ ಪರಿಸ್ಥಿತಿ ನಿಯಂತ್ರಣಕ್ಕೆ ತಂದಿದ್ದಾರೆ. ಈ ಸಂಬಂಧ 46 ಮಂದಿಯನ್ನು ಬಂಧಿಸಲಾಗಿದೆ. ಘಟನೆ ಸ್ಥಳದಲ್ಲಿ ಬಿಗಿ ಪೊಲೀಸ್ ಬಂದೋಬಸ್ತ್ ಏರ್ಪಡಿಸಲಾಗಿದ್ದು, ನಿಷೇಧಾಜ್ಞೆ ಜಾರಿಗೊಳಿಸಲಾಗಿದೆ. [589, 638, 662, 693]
paragraph: ಮಂಗಳೂರು: ಮಂಗಳೂರು ನಗರದ ವಿವಿಧ ಕಡೆ ಗಣೇಶ ಮೂರ್ತಿ ವಿಸರ್ಜನಾ ಮೆರವಣಿಗೆ ವೇಳೆ ಕಲ್ಲು ತೂರಾಟ ನಡೆದಿದ್ದು, ಪರಿಸ್ಥಿತಿ ಉದ್ವಿಗ್ನಗೊಂಡಿದೆ. ಪೊಲೀಸರು ಸ್ಥಳಕ್ಕೆ ಧಾವಿಸಿ ಪರಿಸ್ಥಿತಿ ನಿಯಂತ್ರಣಕ್ಕೆ ತಂದಿದ್ದಾರೆ. ಈ ಸಂಬಂಧ 46 ಮಂದಿಯನ್ನು ಬಂಧಿಸಲಾಗಿದೆ. ಘಟನೆ ಸ್ಥಳದಲ್ಲಿ ಬಿಗಿ ಪೊಲೀಸ್ ಬಂದೋಬಸ್ತ್ ಏರ್ಪಡಿಸಲಾಗಿದ್ದು, ನಿಷೇಧಾಜ್ಞೆ ಜಾರಿಗೊಳಿಸಲಾಗಿದೆ. [260, 685, 409, 805]
mid-left-headline: ನೀವು ಹೇಳಿದ ತಕ್ಷಣ ಚುನಾವಣೆ ನಡೆಸೋಕಾಗಲ್ಲ: ಚುನಾವಣಾ ಆಯೋಗ [194, 526, 399, 552]
paragraph: ಮಂಗಳೂರು: ಮಂಗಳೂರು ನಗರದ ವಿವಿಧ ಕಡೆ ಗಣೇಶ ಮೂರ್ತಿ ವಿಸರ್ಜನಾ ಮೆರವಣಿಗೆ ವೇಳೆ ಕಲ್ಲು ತೂರಾಟ ನಡೆದಿದ್ದು, ಪರಿಸ್ಥಿತಿ ಉದ್ವಿಗ್ನಗೊಂಡಿದೆ. ಪೊಲೀಸರು ಸ್ಥಳಕ್ಕೆ ಧಾವಿಸಿ ಪರಿಸ್ಥಿತಿ ನಿಯಂತ್ರಣಕ್ಕೆ ತಂದಿದ್ದಾರೆ. ಈ ಸಂಬಂಧ 46 ಮಂದಿಯನ್ನು ಬಂಧಿಸಲಾಗಿದೆ. ಘಟನೆ ಸ್ಥಳದಲ್ಲಿ ಬಿಗಿ ಪೊಲೀಸ್ ಬಂದೋಬಸ್ತ್ ಏರ್ಪಡಿಸಲಾಗಿದ್ದು, ನಿಷೇಧಾಜ್ಞೆ ಜಾರಿಗೊಳಿಸಲಾಗಿದೆ. [501, 660, 579, 715]
police-helmets [448, 337, 577, 406]
paragraph: ಕಲಬುರಗಿ: ರಾಜ್ಯದಲ್ಲಿ ಖಾಲಿ ಇರುವ 2.5 ಲಕ್ಷ ಸರ್ಕಾರಿ ಹುದ್ದೆಗಳನ್ನು ಹಂತ ಹಂತವಾಗಿ ಭರ್ತಿ ಮಾಡಲಾಗುವುದು ಎಂದು ಗ್ರಾಮೀಣಾಭಿವೃದ್ಧಿ ಸಚಿವ ಪ್ರಿಯಾಂಕ್ ಖರ್ಗೆ ತಿಳಿಸಿದರು. [331, 841, 435, 860]
paragraph: ಮಂಗಳೂರು: ಮಂಗಳೂರು ನಗರದ ವಿವಿಧ ಕಡೆ ಗಣೇಶ ಮೂರ್ತಿ ವಿಸರ್ಜನಾ ಮೆರವಣಿಗೆ ವೇಳೆ ಕಲ್ಲು ತೂರಾಟ ನಡೆದಿದ್ದು, ಪರಿಸ್ಥಿತಿ ಉದ್ವಿಗ್ನಗೊಂಡಿದೆ. ಪೊಲೀಸರು ಸ್ಥಳಕ್ಕೆ ಧಾವಿಸಿ ಪರಿಸ್ಥಿತಿ ನಿಯಂತ್ರಣಕ್ಕೆ ತಂದಿದ್ದಾರೆ. ಈ ಸಂಬಂಧ 46 ಮಂದಿಯನ್ನು ಬಂಧಿಸಲಾಗಿದೆ. ಘಟನೆ ಸ್ಥಳದಲ್ಲಿ ಬಿಗಿ ಪೊಲೀಸ್ ಬಂದೋಬಸ್ತ್ ಏರ್ಪಡಿಸಲಾಗಿದ್ದು, ನಿಷೇಧಾಜ್ಞೆ ಜಾರಿಗೊಳಿಸಲಾಗಿದೆ. [184, 264, 292, 305]
contact-phone: ಮೊ.ನಂ: 81975 11295 [10, 93, 62, 100]
paragraph: ಮಂಗಳೂರು ಅನುಮತಿ ಅಗತ್ಯ ಎಂದು ಪೊಲೀಸ್ ಆಯುಕ್ತರು ತಿಳಿಸಿದ್ದಾರೆ. ತಡೆ ವಾರ ಮುಂಜಾನೆ ಹೊತ್ತಿನಲ್ಲಿ ಗಣೇಶ ಮೂರ್ತಿ ಮೆರವಣಿಗೆ ವೇಳೆ ನಡೆದ ಹಿಂಸಾಚಾರದ ಸಂಬಂಧ ಪ್ರಕರಣ ದಾಖಲಿಸಲಾಗಿದೆ. [664, 350, 740, 377]
paragraph: ಮಂಗಳೂರು: ಮಂಗಳೂರು ನಗರದ ವಿವಿಧ ಕಡೆ ಗಣೇಶ ಮೂರ್ತಿ ವಿಸರ್ಜನಾ ಮೆರವಣಿಗೆ ವೇಳೆ ಕಲ್ಲು ತೂರಾಟ ನಡೆದಿದ್ದು, ಪರಿಸ್ಥಿತಿ ಉದ್ವಿಗ್ನಗೊಂಡಿದೆ. ಪೊಲೀಸರು ಸ್ಥಳಕ್ಕೆ ಧಾವಿಸಿ ಪರಿಸ್ಥಿತಿ ನಿಯಂತ್ರಣಕ್ಕೆ ತಂದಿದ್ದಾರೆ. ಈ ಸಂಬಂಧ 46 ಮಂದಿಯನ್ನು ಬಂಧಿಸಲಾಗಿದೆ. ಘಟನೆ ಸ್ಥಳದಲ್ಲಿ ಬಿಗಿ ಪೊಲೀಸ್ ಬಂದೋಬಸ್ತ್ ಏರ್ಪಡಿಸಲಾಗಿದ್ದು, ನಿಷೇಧಾಜ್ಞೆ ಜಾರಿಗೊಳಿಸಲಾಗಿದೆ. [511, 448, 578, 510]
paragraph: ಬೆಂಗಳೂರು: ಪರಪ್ಪನ ಅಗ್ರಹಾರ ಜೈಲಿನಲ್ಲಿರುವ ನಟ ದರ್ಶನ್ ವಿಟಮಿನ್ ಮಾತ್ರೆಗಳನ್ನು ಒದಗಿಸುವಂತೆ ಮನವಿ ಮಾಡಿದ್ದಾರೆ. [589, 569, 678, 589]
ad-address-band: ವಿಳಾಸ: ಗದಗ ರಸ್ತೆ, ಹುಬ್ಬಳ್ಳಿ ಮಹಾಲಕ್ಷ್ಮೀ ಇಂಪ್ಲಿಮೆಂಟ್ಸ್ - ಮೊ. 76187 72126 [575, 136, 739, 143]
paragraph: ಮಂಗಳೂರು: ಮಂಗಳೂರು ನಗರದ ವಿವಿಧ ಕಡೆ ಗಣೇಶ ಮೂರ್ತಿ ವಿಸರ್ಜನಾ ಮೆರವಣಿಗೆ ವೇಳೆ ಕಲ್ಲು ತೂರಾಟ ನಡೆದಿದ್ದು, ಪರಿಸ್ಥಿತಿ ಉದ್ವಿಗ್ನಗೊಂಡಿದೆ. ಪೊಲೀಸರು ಸ್ಥಳಕ್ಕೆ ಧಾವಿಸಿ ಪರಿಸ್ಥಿತಿ ನಿಯಂತ್ರಣಕ್ಕೆ ತಂದಿದ್ದಾರೆ. ಈ ಸಂಬಂಧ 46 ಮಂದಿಯನ್ನು ಬಂಧಿಸಲಾಗಿದೆ. ಘಟನೆ ಸ್ಥಳದಲ್ಲಿ ಬಿಗಿ ಪೊಲೀಸ್ ಬಂದೋಬಸ್ತ್ ಏರ್ಪಡಿಸಲಾಗಿದ್ದು, ನಿಷೇಧಾಜ್ಞೆ ಜಾರಿಗೊಳಿಸಲಾಗಿದೆ. [223, 863, 327, 904]
paragraph: ಕಲಬುರಗಿ: ರಾಜ್ಯದಲ್ಲಿ ಖಾಲಿ ಇರುವ 2.5 ಲಕ್ಷ ಸರ್ಕಾರಿ ಹುದ್ದೆಗಳನ್ನು ಹಂತ ಹಂತವಾಗಿ ಭರ್ತಿ ಮಾಡಲಾಗುವುದು ಎಂದು ಗ್ರಾಮೀಣಾಭಿವೃದ್ಧಿ ಸಚಿವ ಪ್ರಿಯಾಂಕ್ ಖರ್ಗೆ ತಿಳಿಸಿದರು. [10, 841, 115, 860]
paragraph: ಮಂಗಳೂರು: ಮಂಗಳೂರು ನಗರದ ವಿವಿಧ ಕಡೆ ಗಣೇಶ ಮೂರ್ತಿ ವಿಸರ್ಜನಾ ಮೆರವಣಿಗೆ ವೇಳೆ ಕಲ್ಲು ತೂರಾಟ ನಡೆದಿದ್ದು, ಪರಿಸ್ಥಿತಿ ಉದ್ವಿಗ್ನಗೊಂಡಿದೆ. ಪೊಲೀಸರು ಸ್ಥಳಕ್ಕೆ ಧಾವಿಸಿ ಪರಿಸ್ಥಿತಿ ನಿಯಂತ್ರಣಕ್ಕೆ ತಂದಿದ್ದಾರೆ. ಈ ಸಂಬಂಧ 46 ಮಂದಿಯನ್ನು ಬಂಧಿಸಲಾಗಿದೆ. ಘಟನೆ ಸ್ಥಳದಲ್ಲಿ ಬಿಗಿ ಪೊಲೀಸ್ ಬಂದೋಬಸ್ತ್ ಏರ್ಪಡಿಸಲಾಗಿದ್ದು, ನಿಷೇಧಾಜ್ಞೆ ಜಾರಿಗೊಳಿಸಲಾಗಿದೆ. [439, 419, 507, 480]
crane-barricade [435, 274, 512, 329]
paragraph: ಕಲಬುರಗಿ: ರಾಜ್ಯದಲ್ಲಿ ಖಾಲಿ ಇರುವ 2.5 ಲಕ್ಷ ಸರ್ಕಾರಿ ಹುದ್ದೆಗಳನ್ನು ಹಂತ ಹಂತವಾಗಿ ಭರ್ತಿ ಮಾಡಲಾಗುವುದು ಎಂದು ಗ್ರಾಮೀಣಾಭಿವೃದ್ಧಿ ಸಚಿವ ಪ್ರಿಯಾಂಕ್ ಖರ್ಗೆ ತಿಳಿಸಿದರು. [10, 1018, 113, 1038]
ct-ravi-photo [556, 841, 641, 949]
paragraph: ಮಂಗಳೂರು: ಮಂಗಳೂರು ನಗರದ ವಿವಿಧ ಕಡೆ ಗಣೇಶ ಮೂರ್ತಿ ವಿಸರ್ಜನಾ ಮೆರವಣಿಗೆ ವೇಳೆ ಕಲ್ಲು ತೂರಾಟ ನಡೆದಿದ್ದು, ಪರಿಸ್ಥಿತಿ ಉದ್ವಿಗ್ನಗೊಂಡಿದೆ. ಪೊಲೀಸರು ಸ್ಥಳಕ್ಕೆ ಧಾವಿಸಿ ಪರಿಸ್ಥಿತಿ ನಿಯಂತ್ರಣಕ್ಕೆ ತಂದಿದ್ದಾರೆ. ಈ ಸಂಬಂಧ 46 ಮಂದಿಯನ್ನು ಬಂಧಿಸಲಾಗಿದೆ. ಘಟನೆ ಸ್ಥಳದಲ್ಲಿ ಬಿಗಿ ಪೊಲೀಸ್ ಬಂದೋಬಸ್ತ್ ಏರ್ಪಡಿಸಲಾಗಿದ್ದು, ನಿಷೇಧಾಜ್ಞೆ ಜಾರಿಗೊಳಿಸಲಾಗಿದೆ. [664, 380, 740, 434]
lead-body-right [582, 264, 740, 518]
paragraph: ಮಂಗಳೂರು: ಮಂಗಳೂರು ನಗರದ ವಿವಿಧ ಕಡೆ ಗಣೇಶ ಮೂರ್ತಿ ವಿಸರ್ಜನಾ ಮೆರವಣಿಗೆ ವೇಳೆ ಕಲ್ಲು ತೂರಾಟ ನಡೆದಿದ್ದು, ಪರಿಸ್ಥಿತಿ ಉದ್ವಿಗ್ನಗೊಂಡಿದೆ. ಪೊಲೀಸರು ಸ್ಥಳಕ್ಕೆ ಧಾವಿಸಿ ಪರಿಸ್ಥಿತಿ ನಿಯಂತ್ರಣಕ್ಕೆ ತಂದಿದ್ದಾರೆ. ಈ ಸಂಬಂಧ 46 ಮಂದಿಯನ್ನು ಬಂಧಿಸಲಾಗಿದೆ. ಘಟನೆ ಸ್ಥಳದಲ್ಲಿ ಬಿಗಿ ಪೊಲೀಸ್ ಬಂದೋಬಸ್ತ್ ಏರ್ಪಡಿಸಲಾಗಿದ್ದು, ನಿಷೇಧಾಜ್ಞೆ ಜಾರಿಗೊಳಿಸಲಾಗಿದೆ. [94, 569, 173, 623]
masthead-contact [10, 92, 182, 125]
tagline-english: PRATYAKSHA NADU, KANNADA DAILY MORNING [279, 115, 477, 124]
ad-subsidy-badge: ಸರ್ಕಾರಿ ಸಬ್ಸಿಡಿ ದರದಲ್ಲಿ ಲಭ್ಯ [621, 21, 693, 29]
story-left-top[interactable] [10, 178, 173, 381]
paragraph: ಬೆಂಗಳೂರು: ನಾಗಮಂಗಲದಲ್ಲಿ ನಡೆದ ಗಲಭೆ ಪ್ರಕರಣವನ್ನು ಎನ್ಐಎ ತನಿಖೆಗೆ ವಹಿಸಬೇಕೆಂದು ಬಿಜೆಪಿ ಆಗ್ರಹಿಸಿದೆ. [501, 638, 579, 658]
paragraph: ಮಂಗಳೂರು: ಮಂಗಳೂರು ನಗರದ ವಿವಿಧ ಕಡೆ ಗಣೇಶ ಮೂರ್ತಿ ವಿಸರ್ಜನಾ ಮೆರವಣಿಗೆ ವೇಳೆ ಕಲ್ಲು ತೂರಾಟ ನಡೆದಿದ್ದು, ಪರಿಸ್ಥಿತಿ ಉದ್ವಿಗ್ನಗೊಂಡಿದೆ. ಪೊಲೀಸರು ಸ್ಥಳಕ್ಕೆ ಧಾವಿಸಿ ಪರಿಸ್ಥಿತಿ ನಿಯಂತ್ರಣಕ್ಕೆ ತಂದಿದ್ದಾರೆ. ಈ ಸಂಬಂಧ 46 ಮಂದಿಯನ್ನು ಬಂಧಿಸಲಾಗಿದೆ. ಘಟನೆ ಸ್ಥಳದಲ್ಲಿ ಬಿಗಿ ಪೊಲೀಸ್ ಬಂದೋಬಸ್ತ್ ಏರ್ಪಡಿಸಲಾಗಿದ್ದು, ನಿಷೇಧಾಜ್ಞೆ ಜಾರಿಗೊಳಿಸಲಾಗಿದೆ. [667, 668, 740, 722]
paragraph: ಬೆಂಗಳೂರು: ನಾಗಮಂಗಲದಲ್ಲಿ ನಡೆದ ಗಲಭೆ ಪ್ರಕರಣವನ್ನು ಎನ್ಐಎ ತನಿಖೆಗೆ ವಹಿಸಬೇಕೆಂದು ಬಿಜೆಪಿ ಆಗ್ರಹಿಸಿದೆ. [419, 562, 513, 575]
paragraph: ಕಲಬುರಗಿ: ರಾಜ್ಯದಲ್ಲಿ ಖಾಲಿ ಇರುವ 2.5 ಲಕ್ಷ ಸರ್ಕಾರಿ ಹುದ್ದೆಗಳನ್ನು ಹಂತ ಹಂತವಾಗಿ ಭರ್ತಿ ಮಾಡಲಾಗುವುದು ಎಂದು ಗ್ರಾಮೀಣಾಭಿವೃದ್ಧಿ ಸಚಿವ ಪ್ರಿಯಾಂಕ್ ಖರ್ಗೆ ತಿಳಿಸಿದರು. [223, 841, 327, 860]
secondary-stories-row [184, 526, 740, 808]
editor-credits [24, 28, 136, 65]
paragraph: ಮಂಗಳೂರು: ಮಂಗಳೂರು ನಗರದ ವಿವಿಧ ಕಡೆ ಗಣೇಶ ಮೂರ್ತಿ ವಿಸರ್ಜನಾ ಮೆರವಣಿಗೆ ವೇಳೆ ಕಲ್ಲು ತೂರಾಟ ನಡೆದಿದ್ದು, ಪರಿಸ್ಥಿತಿ ಉದ್ವಿಗ್ನಗೊಂಡಿದೆ. ಪೊಲೀಸರು ಸ್ಥಳಕ್ಕೆ ಧಾವಿಸಿ ಪರಿಸ್ಥಿತಿ ನಿಯಂತ್ರಣಕ್ಕೆ ತಂದಿದ್ದಾರೆ. ಈ ಸಂಬಂಧ 46 ಮಂದಿಯನ್ನು ಬಂಧಿಸಲಾಗಿದೆ. ಘಟನೆ ಸ್ಥಳದಲ್ಲಿ ಬಿಗಿ ಪೊಲೀಸ್ ಬಂದೋಬಸ್ತ್ ಏರ್ಪಡಿಸಲಾಗಿದ್ದು, ನಿಷೇಧಾಜ್ಞೆ ಜಾರಿಗೊಳಿಸಲಾಗಿದೆ. [225, 953, 435, 1054]
bottom-right-headline: ಸ್ಲೀಪರ್ ಸೆಲ್‌ಗಳ ತಾಣವಾಗುತ್ತಿವೆ ಮೈಸೂರು–ಮಲೆನಾಡು [481, 818, 706, 834]
tagline-kannada: ಕನ್ನಡ ದಿನಪತ್ರಿಕೆ [359, 102, 397, 111]
mid-right-body-a [589, 547, 678, 614]
bottom-right-body-b [645, 841, 740, 949]
paragraph: ಮಂಗಳೂರು: ಮಂಗಳೂರು ನಗರದ ವಿವಿಧ ಕಡೆ ಗಣೇಶ ಮೂರ್ತಿ ವಿಸರ್ಜನಾ ಮೆರವಣಿಗೆ ವೇಳೆ ಕಲ್ಲು ತೂರಾಟ ನಡೆದಿದ್ದು, ಪರಿಸ್ಥಿತಿ ಉದ್ವಿಗ್ನಗೊಂಡಿದೆ. ಪೊಲೀಸರು ಸ್ಥಳಕ್ಕೆ ಧಾವಿಸಿ ಪರಿಸ್ಥಿತಿ ನಿಯಂತ್ರಣಕ್ಕೆ ತಂದಿದ್ದಾರೆ. ಈ ಸಂಬಂಧ 46 ಮಂದಿಯನ್ನು ಬಂಧಿಸಲಾಗಿದೆ. ಘಟನೆ ಸ್ಥಳದಲ್ಲಿ ಬಿಗಿ ಪೊಲೀಸ್ ಬಂದೋಬಸ್ತ್ ಏರ್ಪಡಿಸಲಾಗಿದ್ದು, ನಿಷೇಧಾಜ್ಞೆ ಜಾರಿಗೊಳಿಸಲಾಗಿದೆ. [589, 616, 740, 745]
page-body [10, 178, 740, 808]
divider [589, 543, 740, 544]
bottom-left-body-c [10, 953, 435, 1055]
railway-official-photo [115, 428, 173, 484]
story-mid-left[interactable] [184, 526, 409, 808]
paragraph: ಮಂಗಳೂರು: ಮಂಗಳೂರು ನಗರದ ವಿವಿಧ ಕಡೆ ಗಣೇಶ ಮೂರ್ತಿ ವಿಸರ್ಜನಾ ಮೆರವಣಿಗೆ ವೇಳೆ ಕಲ್ಲು ತೂರಾಟ ನಡೆದಿದ್ದು, ಪರಿಸ್ಥಿತಿ ಉದ್ವಿಗ್ನಗೊಂಡಿದೆ. ಪೊಲೀಸರು ಸ್ಥಳಕ್ಕೆ ಧಾವಿಸಿ ಪರಿಸ್ಥಿತಿ ನಿಯಂತ್ರಣಕ್ಕೆ ತಂದಿದ್ದಾರೆ. ಈ ಸಂಬಂಧ 46 ಮಂದಿಯನ್ನು ಬಂಧಿಸಲಾಗಿದೆ. ಘಟನೆ ಸ್ಥಳದಲ್ಲಿ ಬಿಗಿ ಪೊಲೀಸ್ ಬಂದೋಬಸ್ತ್ ಏರ್ಪಡಿಸಲಾಗಿದ್ದು, ನಿಷೇಧಾಜ್ಞೆ ಜಾರಿಗೊಳಿಸಲಾಗಿದೆ. [184, 394, 292, 434]
ad-description: ಸರ್ವ ವಿಧದ ಎಲ್ಲಾ ತರಹದ ಕೃಷಿ ಯಂತ್ರೋಪಕರಣಗಳು ದೊರೆಯುತ್ತವೆ. [601, 49, 713, 55]
story-bottom-right[interactable] [441, 818, 740, 1055]
paragraph: ನವದೆಹಲಿ: ದೆಹಲಿಯಲ್ಲಿ ಅವಧಿಗೂ ಮುನ್ನ ಚುನಾವಣೆ ನಡೆಸಬೇಕೆಂಬ ಆಮ್ ಆದ್ಮಿ ಪಕ್ಷದ ಬೇಡಿಕೆಗೆ ಚುನಾವಣಾ ಆಯೋಗ ತಣ್ಣೀರೆರಚಿದೆ. [260, 735, 333, 755]
paragraph: ಮಂಗಳೂರು: ಮಂಗಳೂರು ನಗರದ ವಿವಿಧ ಕಡೆ ಗಣೇಶ ಮೂರ್ತಿ ವಿಸರ್ಜನಾ ಮೆರವಣಿಗೆ ವೇಳೆ ಕಲ್ಲು ತೂರಾಟ ನಡೆದಿದ್ದು, ಪರಿಸ್ಥಿತಿ ಉದ್ವಿಗ್ನಗೊಂಡಿದೆ. ಪೊಲೀಸರು ಸ್ಥಳಕ್ಕೆ ಧಾವಿಸಿ ಪರಿಸ್ಥಿತಿ ನಿಯಂತ್ರಣಕ್ಕೆ ತಂದಿದ್ದಾರೆ. ಈ ಸಂಬಂಧ 46 ಮಂದಿಯನ್ನು ಬಂಧಿಸಲಾಗಿದೆ. ಘಟನೆ ಸ್ಥಳದಲ್ಲಿ ಬಿಗಿ ಪೊಲೀಸ್ ಬಂದೋಬಸ್ತ್ ಏರ್ಪಡಿಸಲಾಗಿದ್ದು, ನಿಷೇಧಾಜ್ಞೆ ಜಾರಿಗೊಳಿಸಲಾಗಿದೆ. [184, 685, 333, 807]
rni-number: RNI: KARKAN/2019/78035 [10, 73, 98, 83]
paragraph: ಮಂಗಳೂರು: ಮಂಗಳೂರು ನಗರದ ವಿವಿಧ ಕಡೆ ಗಣೇಶ ಮೂರ್ತಿ ವಿಸರ್ಜನಾ ಮೆರವಣಿಗೆ ವೇಳೆ ಕಲ್ಲು ತೂರಾಟ ನಡೆದಿದ್ದು, ಪರಿಸ್ಥಿತಿ ಉದ್ವಿಗ್ನಗೊಂಡಿದೆ. ಪೊಲೀಸರು ಸ್ಥಳಕ್ಕೆ ಧಾವಿಸಿ ಪರಿಸ್ಥಿತಿ ನಿಯಂತ್ರಣಕ್ಕೆ ತಂದಿದ್ದಾರೆ. ಈ ಸಂಬಂಧ 46 ಮಂದಿಯನ್ನು ಬಂಧಿಸಲಾಗಿದೆ. ಘಟನೆ ಸ್ಥಳದಲ್ಲಿ ಬಿಗಿ ಪೊಲೀಸ್ ಬಂದೋಬಸ್ತ್ ಏರ್ಪಡಿಸಲಾಗಿದ್ದು, ನಿಷೇಧಾಜ್ಞೆ ಜಾರಿಗೊಳಿಸಲಾಗಿದೆ. [184, 307, 292, 348]
paragraph: ನವದೆಹಲಿ: ದೆಹಲಿಯಲ್ಲಿ ಅವಧಿಗೂ ಮುನ್ನ ಚುನಾವಣೆ ನಡೆಸಬೇಕೆಂಬ ಆಮ್ ಆದ್ಮಿ ಪಕ್ಷದ ಬೇಡಿಕೆಗೆ ಚುನಾವಣಾ ಆಯೋಗ ತಣ್ಣೀರೆರಚಿದೆ. [322, 605, 409, 625]
paragraph: ಹುಬ್ಬಳ್ಳಿ: ರಾಜ್ಯದಲ್ಲಿನ ಕಾಂಗ್ರೆಸ್ ಸರ್ಕಾರದ ವೈಫಲ್ಯದಿಂದಾಗಿ ಮುಸ್ಲಿಂ ಗೂಂಡಾಗಳು ಸಂಘರ್ಷಕ್ಕೆ ಇಳಿದಿದ್ದಾರೆ ಎಂದು ಶ್ರೀರಾಮಸೇನೆ ರಾಷ್ಟ್ರೀಯ ಅಧ್ಯಕ್ಷ ಪ್ರಮೋದ್ ಮುತಾಲಿಕ್ ಆರೋಪಿಸಿದ್ದಾರೆ. [10, 322, 89, 349]
paragraph: ಮಂಗಳೂರು: ಮಂಗಳೂರು ನಗರದ ವಿವಿಧ ಕಡೆ ಗಣೇಶ ಮೂರ್ತಿ ವಿಸರ್ಜನಾ ಮೆರವಣಿಗೆ ವೇಳೆ ಕಲ್ಲು ತೂರಾಟ ನಡೆದಿದ್ದು, ಪರಿಸ್ಥಿತಿ ಉದ್ವಿಗ್ನಗೊಂಡಿದೆ. ಪೊಲೀಸರು ಸ್ಥಳಕ್ಕೆ ಧಾವಿಸಿ ಪರಿಸ್ಥಿತಿ ನಿಯಂತ್ರಣಕ್ಕೆ ತಂದಿದ್ದಾರೆ. ಈ ಸಂಬಂಧ 46 ಮಂದಿಯನ್ನು ಬಂಧಿಸಲಾಗಿದೆ. ಘಟನೆ ಸ್ಥಳದಲ್ಲಿ ಬಿಗಿ ಪೊಲೀಸ್ ಬಂದೋಬಸ್ತ್ ಏರ್ಪಡಿಸಲಾಗಿದ್ದು, ನಿಷೇಧಾಜ್ಞೆ ಜಾರಿಗೊಳಿಸಲಾಗಿದೆ. [117, 1004, 220, 1045]
cmyk-registration-marks [735, 14, 740, 50]
paragraph: ಮಂಗಳೂರು: ಮಂಗಳೂರು ನಗರದ ವಿವಿಧ ಕಡೆ ಗಣೇಶ ಮೂರ್ತಿ ವಿಸರ್ಜನಾ ಮೆರವಣಿಗೆ ವೇಳೆ ಕಲ್ಲು ತೂರಾಟ ನಡೆದಿದ್ದು, ಪರಿಸ್ಥಿತಿ ಉದ್ವಿಗ್ನಗೊಂಡಿದೆ. ಪೊಲೀಸರು ಸ್ಥಳಕ್ಕೆ ಧಾವಿಸಿ ಪರಿಸ್ಥಿತಿ ನಿಯಂತ್ರಣಕ್ಕೆ ತಂದಿದ್ದಾರೆ. ಈ ಸಂಬಂಧ 46 ಮಂದಿಯನ್ನು ಬಂಧಿಸಲಾಗಿದೆ. ಘಟನೆ ಸ್ಥಳದಲ್ಲಿ ಬಿಗಿ ಪೊಲೀಸ್ ಬಂದೋಬಸ್ತ್ ಏರ್ಪಡಿಸಲಾಗಿದ್ದು, ನಿಷೇಧಾಜ್ಞೆ ಜಾರಿಗೊಳಿಸಲಾಗಿದೆ. [296, 419, 435, 517]
paragraph: ಮಂಗಳೂರು: ಮಂಗಳೂರು ನಗರದ ವಿವಿಧ ಕಡೆ ಗಣೇಶ ಮೂರ್ತಿ ವಿಸರ್ಜನಾ ಮೆರವಣಿಗೆ ವೇಳೆ ಕಲ್ಲು ತೂರಾಟ ನಡೆದಿದ್ದು, ಪರಿಸ್ಥಿತಿ ಉದ್ವಿಗ್ನಗೊಂಡಿದೆ. ಪೊಲೀಸರು ಸ್ಥಳಕ್ಕೆ ಧಾವಿಸಿ ಪರಿಸ್ಥಿತಿ ನಿಯಂತ್ರಣಕ್ಕೆ ತಂದಿದ್ದಾರೆ. ಈ ಸಂಬಂಧ 46 ಮಂದಿಯನ್ನು ಬಂಧಿಸಲಾಗಿದೆ. ಘಟನೆ ಸ್ಥಳದಲ್ಲಿ ಬಿಗಿ ಪೊಲೀಸ್ ಬಂದೋಬಸ್ತ್ ಏರ್ಪಡಿಸಲಾಗಿದ್ದು, ನಿಷೇಧಾಜ್ಞೆ ಜಾರಿಗೊಳಿಸಲಾಗಿದೆ. [10, 322, 173, 379]
contact-email[interactable]: pratyakshanadu@gmail.com [10, 115, 94, 123]
paragraph: ಮಂಗಳೂರು: ಮಂಗಳೂರು ನಗರದ ವಿವಿಧ ಕಡೆ ಗಣೇಶ ಮೂರ್ತಿ ವಿಸರ್ಜನಾ ಮೆರವಣಿಗೆ ವೇಳೆ ಕಲ್ಲು ತೂರಾಟ ನಡೆದಿದ್ದು, ಪರಿಸ್ಥಿತಿ ಉದ್ವಿಗ್ನಗೊಂಡಿದೆ. ಪೊಲೀಸರು ಸ್ಥಳಕ್ಕೆ ಧಾವಿಸಿ ಪರಿಸ್ಥಿತಿ ನಿಯಂತ್ರಣಕ್ಕೆ ತಂದಿದ್ದಾರೆ. ಈ ಸಂಬಂಧ 46 ಮಂದಿಯನ್ನು ಬಂಧಿಸಲಾಗಿದೆ. ಘಟನೆ ಸ್ಥಳದಲ್ಲಿ ಬಿಗಿ ಪೊಲೀಸ್ ಬಂದೋಬಸ್ತ್ ಏರ್ಪಡಿಸಲಾಗಿದ್ದು, ನಿಷೇಧಾಜ್ಞೆ ಜಾರಿಗೊಳಿಸಲಾಗಿದೆ. [337, 723, 409, 785]
masthead [10, 0, 740, 152]
lead-headline: ಮಂಗಳೂರು: ಧಾರ್ಮಿಕ ಸ್ಥಳಗಳ ಮೇಲೆ ಕಲ್ಲು ತೂರಾಟ; ಪರಿಸ್ಥಿತಿ ಉದ್ವಿಗ್ನ, 46 ಮಂದಿ ಬಂಧನ [205, 181, 719, 251]
divider [184, 557, 409, 558]
paragraph: ಮಂಗಳೂರು: ಮಂಗಳೂರು ನಗರದ ವಿವಿಧ ಕಡೆ ಗಣೇಶ ಮೂರ್ತಿ ವಿಸರ್ಜನಾ ಮೆರವಣಿಗೆ ವೇಳೆ ಕಲ್ಲು ತೂರಾಟ ನಡೆದಿದ್ದು, ಪರಿಸ್ಥಿತಿ ಉದ್ವಿಗ್ನಗೊಂಡಿದೆ. ಪೊಲೀಸರು ಸ್ಥಳಕ್ಕೆ ಧಾವಿಸಿ ಪರಿಸ್ಥಿತಿ ನಿಯಂತ್ರಣಕ್ಕೆ ತಂದಿದ್ದಾರೆ. ಈ ಸಂಬಂಧ 46 ಮಂದಿಯನ್ನು ಬಂಧಿಸಲಾಗಿದೆ. ಘಟನೆ ಸ್ಥಳದಲ್ಲಿ ಬಿಗಿ ಪೊಲೀಸ್ ಬಂದೋಬಸ್ತ್ ಏರ್ಪಡಿಸಲಾಗಿದ್ದು, ನಿಷೇಧಾಜ್ಞೆ ಜಾರಿಗೊಳಿಸಲಾಗಿದೆ. [645, 973, 740, 1014]
paragraph: ಕಲಬುರಗಿ: ರಾಜ್ಯದಲ್ಲಿ ಖಾಲಿ ಇರುವ 2.5 ಲಕ್ಷ ಸರ್ಕಾರಿ ಹುದ್ದೆಗಳನ್ನು ಹಂತ ಹಂತವಾಗಿ ಭರ್ತಿ ಮಾಡಲಾಗುವುದು ಎಂದು ಗ್ರಾಮೀಣಾಭಿವೃದ್ಧಿ ಸಚಿವ ಪ್ರಿಯಾಂಕ್ ಖರ್ಗೆ ತಿಳಿಸಿದರು. [10, 885, 115, 905]
ad-phone-numbers: ಮೊ. 76187 72126, 76187 72127 [597, 57, 717, 67]
masthead-bullet-note: ▪ ಹಬ್ಬಗ್ಗೆ [10, 12, 182, 21]
divider [10, 424, 173, 425]
en-volume: Volume: 5 [238, 157, 279, 167]
paragraph: ಮಂಗಳೂರು: ಮಂಗಳೂರು ನಗರದ ವಿವಿಧ ಕಡೆ ಗಣೇಶ ಮೂರ್ತಿ ವಿಸರ್ಜನಾ ಮೆರವಣಿಗೆ ವೇಳೆ ಕಲ್ಲು ತೂರಾಟ ನಡೆದಿದ್ದು, ಪರಿಸ್ಥಿತಿ ಉದ್ವಿಗ್ನಗೊಂಡಿದೆ. ಪೊಲೀಸರು ಸ್ಥಳಕ್ಕೆ ಧಾವಿಸಿ ಪರಿಸ್ಥಿತಿ ನಿಯಂತ್ರಣಕ್ಕೆ ತಂದಿದ್ದಾರೆ. ಈ ಸಂಬಂಧ 46 ಮಂದಿಯನ್ನು ಬಂಧಿಸಲಾಗಿದೆ. ಘಟನೆ ಸ್ಥಳದಲ್ಲಿ ಬಿಗಿ ಪೊಲೀಸ್ ಬಂದೋಬಸ್ತ್ ಏರ್ಪಡಿಸಲಾಗಿದ್ದು, ನಿಷೇಧಾಜ್ಞೆ ಜಾರಿಗೊಳಿಸಲಾಗಿದೆ. [447, 951, 641, 1052]
paragraph: ಬೆಂಗಳೂರು: ಪರಪ್ಪನ ಅಗ್ರಹಾರ ಜೈಲಿನಲ್ಲಿರುವ ನಟ ದರ್ಶನ್ ವಿಟಮಿನ್ ಮಾತ್ರೆಗಳನ್ನು ಒದಗಿಸುವಂತೆ ಮನವಿ ಮಾಡಿದ್ದಾರೆ. [589, 591, 678, 611]
main-column [178, 178, 740, 808]
paragraph: ಬೆಂಗಳೂರು: ಪರಪ್ಪನ ಅಗ್ರಹಾರ ಜೈಲಿನಲ್ಲಿರುವ ನಟ ದರ್ಶನ್ ವಿಟಮಿನ್ ಮಾತ್ರೆಗಳನ್ನು ಒದಗಿಸುವಂತೆ ಮನವಿ ಮಾಡಿದ್ದಾರೆ. [589, 616, 662, 636]
paragraph: ಮಂಗಳೂರು: ಮಂಗಳೂರು ನಗರದ ವಿವಿಧ ಕಡೆ ಗಣೇಶ ಮೂರ್ತಿ ವಿಸರ್ಜನಾ ಮೆರವಣಿಗೆ ವೇಳೆ ಕಲ್ಲು ತೂರಾಟ ನಡೆದಿದ್ದು, ಪರಿಸ್ಥಿತಿ ಉದ್ವಿಗ್ನಗೊಂಡಿದೆ. ಪೊಲೀಸರು ಸ್ಥಳಕ್ಕೆ ಧಾವಿಸಿ ಪರಿಸ್ಥಿತಿ ನಿಯಂತ್ರಣಕ್ಕೆ ತಂದಿದ್ದಾರೆ. ಈ ಸಂಬಂಧ 46 ಮಂದಿಯನ್ನು ಬಂಧಿಸಲಾಗಿದೆ. ಘಟನೆ ಸ್ಥಳದಲ್ಲಿ ಬಿಗಿ ಪೊಲೀಸ್ ಬಂದೋಬಸ್ತ್ ಏರ್ಪಡಿಸಲಾಗಿದ್ದು, ನಿಷೇಧಾಜ್ಞೆ ಜಾರಿಗೊಳಿಸಲಾಗಿದೆ. [184, 707, 256, 769]
kn-page: ಪುಟ: 4 [210, 158, 228, 165]
sub-editor-role-label: ಸಹ ಸಂಪಾದಕರು [65, 49, 95, 56]
paragraph: ಮಂಗಳೂರು: ಮಂಗಳೂರು ನಗರದ ವಿವಿಧ ಕಡೆ ಗಣೇಶ ಮೂರ್ತಿ ವಿಸರ್ಜನಾ ಮೆರವಣಿಗೆ ವೇಳೆ ಕಲ್ಲು ತೂರಾಟ ನಡೆದಿದ್ದು, ಪರಿಸ್ಥಿತಿ ಉದ್ವಿಗ್ನಗೊಂಡಿದೆ. ಪೊಲೀಸರು ಸ್ಥಳಕ್ಕೆ ಧಾವಿಸಿ ಪರಿಸ್ಥಿತಿ ನಿಯಂತ್ರಣಕ್ಕೆ ತಂದಿದ್ದಾರೆ. ಈ ಸಂಬಂಧ 46 ಮಂದಿಯನ್ನು ಬಂಧಿಸಲಾಗಿದೆ. ಘಟನೆ ಸ್ಥಳದಲ್ಲಿ ಬಿಗಿ ಪೊಲೀಸ್ ಬಂದೋಬಸ್ತ್ ಏರ್ಪಡಿಸಲಾಗಿದ್ದು, ನಿಷೇಧಾಜ್ಞೆ ಜಾರಿಗೊಳಿಸಲಾಗಿದೆ. [367, 448, 435, 510]
mid-center-body-b [419, 609, 579, 740]
paragraph: ಮಂಗಳೂರು: ಮಂಗಳೂರು ನಗರದ ವಿವಿಧ ಕಡೆ ಗಣೇಶ ಮೂರ್ತಿ ವಿಸರ್ಜನಾ ಮೆರವಣಿಗೆ ವೇಳೆ ಕಲ್ಲು ತೂರಾಟ ನಡೆದಿದ್ದು, ಪರಿಸ್ಥಿತಿ ಉದ್ವಿಗ್ನಗೊಂಡಿದೆ. ಪೊಲೀಸರು ಸ್ಥಳಕ್ಕೆ ಧಾವಿಸಿ ಪರಿಸ್ಥಿತಿ ನಿಯಂತ್ರಣಕ್ಕೆ ತಂದಿದ್ದಾರೆ. ಈ ಸಂಬಂಧ 46 ಮಂದಿಯನ್ನು ಬಂಧಿಸಲಾಗಿದೆ. ಘಟನೆ ಸ್ಥಳದಲ್ಲಿ ಬಿಗಿ ಪೊಲೀಸ್ ಬಂದೋಬಸ್ತ್ ಏರ್ಪಡಿಸಲಾಗಿದ್ದು, ನಿಷೇಧಾಜ್ಞೆ ಜಾರಿಗೊಳಿಸಲಾಗಿದೆ. [419, 609, 579, 737]
paragraph: ನವದೆಹಲಿ: ದೆಹಲಿಯಲ್ಲಿ ಅವಧಿಗೂ ಮುನ್ನ ಚುನಾವಣೆ ನಡೆಸಬೇಕೆಂಬ ಆಮ್ ಆದ್ಮಿ ಪಕ್ಷದ ಬೇಡಿಕೆಗೆ ಚುನಾವಣಾ ಆಯೋಗ ತಣ್ಣೀರೆರಚಿದೆ. [252, 654, 318, 681]
divider [10, 385, 173, 386]
paragraph: ನವದೆಹಲಿ: ದೆಹಲಿಯಲ್ಲಿ ಅವಧಿಗೂ ಮುನ್ನ ಚುನಾವಣೆ ನಡೆಸಬೇಕೆಂಬ ಆಮ್ ಆದ್ಮಿ ಪಕ್ಷದ ಬೇಡಿಕೆಗೆ ಚುನಾವಣಾ ಆಯೋಗ ತಣ್ಣೀರೆರಚಿದೆ. [322, 560, 409, 580]
paragraph: ಚಿಕ್ಕಮಗಳೂರು: ಮೈಸೂರು ಮತ್ತು ಮಲೆನಾಡು ಭಾಗಗಳು ಸ್ಲೀಪರ್ ಸೆಲ್‌ಗಳ ತಾಣವಾಗುತ್ತಿವೆ ಎಂದು ಬಿಜೆಪಿ ಮುಖಂಡ ಸಿ.ಟಿ. ರವಿ ಆತಂಕ ವ್ಯಕ್ತಪಡಿಸಿದ್ದಾರೆ. [645, 863, 740, 883]
paragraph: ಮಂಗಳೂರು ಅನುಮತಿ ಅಗತ್ಯ ಎಂದು ಪೊಲೀಸ್ ಆಯುಕ್ತರು ತಿಳಿಸಿದ್ದಾರೆ. ತಡೆ ವಾರ ಮುಂಜಾನೆ ಹೊತ್ತಿನಲ್ಲಿ ಗಣೇಶ ಮೂರ್ತಿ ಮೆರವಣಿಗೆ ವೇಳೆ ನಡೆದ ಹಿಂಸಾಚಾರದ ಸಂಬಂಧ ಪ್ರಕರಣ ದಾಖಲಿಸಲಾಗಿದೆ. [583, 350, 659, 377]
paragraph: ನವದೆಹಲಿ: ದೆಹಲಿಯಲ್ಲಿ ಅವಧಿಗೂ ಮುನ್ನ ಚುನಾವಣೆ ನಡೆಸಬೇಕೆಂಬ ಆಮ್ ಆದ್ಮಿ ಪಕ್ಷದ ಬೇಡಿಕೆಗೆ ಚುನಾವಣಾ ಆಯೋಗ ತಣ್ಣೀರೆರಚಿದೆ. [184, 619, 248, 646]
paragraph: ಚಿಕ್ಕಮಗಳೂರು: ಮೈಸೂರು ಮತ್ತು ಮಲೆನಾಡು ಭಾಗಗಳು ಸ್ಲೀಪರ್ ಸೆಲ್‌ಗಳ ತಾಣವಾಗುತ್ತಿವೆ ಎಂದು ಬಿಜೆಪಿ ಮುಖಂಡ ಸಿ.ಟಿ. ರವಿ ಆತಂಕ ವ್ಯಕ್ತಪಡಿಸಿದ್ದಾರೆ. [447, 885, 552, 905]
paragraph: ಮಂಗಳೂರು: ಮಂಗಳೂರು ನಗರದ ವಿವಿಧ ಕಡೆ ಗಣೇಶ ಮೂರ್ತಿ ವಿಸರ್ಜನಾ ಮೆರವಣಿಗೆ ವೇಳೆ ಕಲ್ಲು ತೂರಾಟ ನಡೆದಿದ್ದು, ಪರಿಸ್ಥಿತಿ ಉದ್ವಿಗ್ನಗೊಂಡಿದೆ. ಪೊಲೀಸರು ಸ್ಥಳಕ್ಕೆ ಧಾವಿಸಿ ಪರಿಸ್ಥಿತಿ ನಿಯಂತ್ರಣಕ್ಕೆ ತಂದಿದ್ದಾರೆ. ಈ ಸಂಬಂಧ 46 ಮಂದಿಯನ್ನು ಬಂಧಿಸಲಾಗಿದೆ. ಘಟನೆ ಸ್ಥಳದಲ್ಲಿ ಬಿಗಿ ಪೊಲೀಸ್ ಬಂದೋಬಸ್ತ್ ಏರ್ಪಡಿಸಲಾಗಿದ್ದು, ನಿಷೇಧಾಜ್ಞೆ ಜಾರಿಗೊಳಿಸಲಾಗಿದೆ. [10, 539, 89, 594]
left-column [10, 178, 173, 808]
editor-role-label: ಸಂಪಾದಕರು [69, 28, 91, 35]
paragraph: ಮಂಗಳೂರು ಅನುಮತಿ ಅಗತ್ಯ ಎಂದು ಪೊಲೀಸ್ ಆಯುಕ್ತರು ತಿಳಿಸಿದ್ದಾರೆ. ತಡೆ ವಾರ ಮುಂಜಾನೆ ಹೊತ್ತಿನಲ್ಲಿ ಗಣೇಶ ಮೂರ್ತಿ ಮೆರವಣಿಗೆ ವೇಳೆ ನಡೆದ ಹಿಂಸಾಚಾರದ ಸಂಬಂಧ ಪ್ರಕರಣ ದಾಖಲಿಸಲಾಗಿದೆ. [583, 264, 659, 291]
newspaper-title: ಪ್ರತ್ಯಕ್ಷ ನಾಡು [249, 14, 507, 83]
paragraph: ಬೆಂಗಳೂರು: ಪರಪ್ಪನ ಅಗ್ರಹಾರ ಜೈಲಿನಲ್ಲಿರುವ ನಟ ದರ್ಶನ್ ವಿಟಮಿನ್ ಮಾತ್ರೆಗಳನ್ನು ಒದಗಿಸುವಂತೆ ಮನವಿ ಮಾಡಿದ್ದಾರೆ. [589, 695, 662, 715]
divider [184, 260, 740, 261]
mid-center-headline: ನಾಗಮಂಗಲ: ಎನ್ಐಎ ತನಿಖೆಗೆ ಆಗ್ರಹ [432, 526, 566, 539]
paragraph: ನವದೆಹಲಿ: ದೆಹಲಿಯಲ್ಲಿ ಅವಧಿಗೂ ಮುನ್ನ ಚುನಾವಣೆ ನಡೆಸಬೇಕೆಂಬ ಆಮ್ ಆದ್ಮಿ ಪಕ್ಷದ ಬೇಡಿಕೆಗೆ ಚುನಾವಣಾ ಆಯೋಗ ತಣ್ಣೀರೆರಚಿದೆ. [337, 787, 409, 807]
paragraph: ಮಂಗಳೂರು: ಮಂಗಳೂರು ನಗರದ ವಿವಿಧ ಕಡೆ ಗಣೇಶ ಮೂರ್ತಿ ವಿಸರ್ಜನಾ ಮೆರವಣಿಗೆ ವೇಳೆ ಕಲ್ಲು ತೂರಾಟ ನಡೆದಿದ್ದು, ಪರಿಸ್ಥಿತಿ ಉದ್ವಿಗ್ನಗೊಂಡಿದೆ. ಪೊಲೀಸರು ಸ್ಥಳಕ್ಕೆ ಧಾವಿಸಿ ಪರಿಸ್ಥಿತಿ ನಿಯಂತ್ರಣಕ್ಕೆ ತಂದಿದ್ದಾರೆ. ಈ ಸಂಬಂಧ 46 ಮಂದಿಯನ್ನು ಬಂಧಿಸಲಾಗಿದೆ. ಘಟನೆ ಸ್ಥಳದಲ್ಲಿ ಬಿಗಿ ಪೊಲೀಸ್ ಬಂದೋಬಸ್ತ್ ಏರ್ಪಡಿಸಲಾಗಿದ್ದು, ನಿಷೇಧಾಜ್ಞೆ ಜಾರಿಗೊಳಿಸಲಾಗಿದೆ. [583, 293, 659, 348]
bottom-right-body-c [447, 951, 740, 1053]
